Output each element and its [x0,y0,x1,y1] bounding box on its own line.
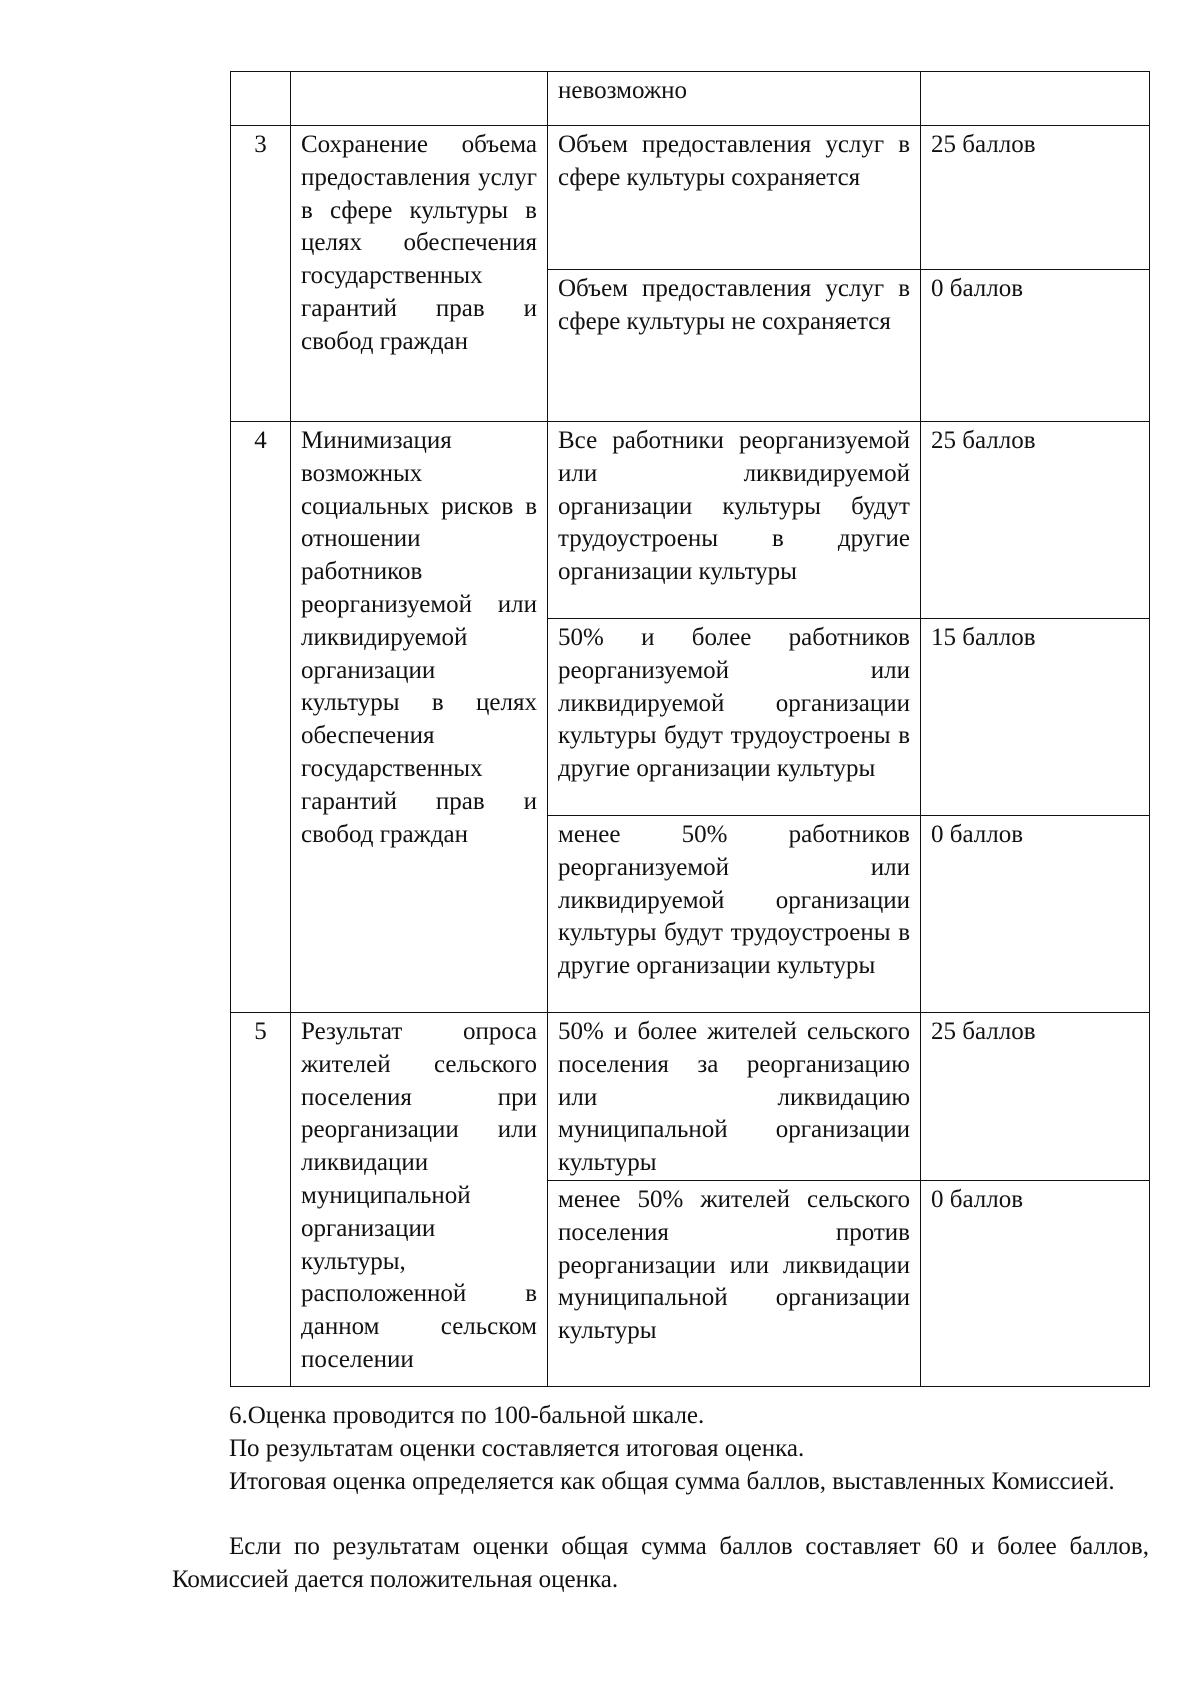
table-row [231,422,1150,619]
paragraph-scale: 6.Оценка проводится по 100-бальной шкале. [229,1402,705,1429]
table-row [231,72,1150,126]
paragraph-total: Итоговая оценка определяется как общая сумма баллов, выставленных Комиссией. [229,1468,1115,1495]
paragraph-result: По результатам оценки составляется итоговая оценка. [229,1435,805,1462]
criterion-name-cell [291,72,548,126]
condition-cell: менее 50% жителей сельского поселения против реорганизации или ликвидации муниципальной организации культуры [548,1180,921,1386]
criteria-table [230,71,1150,1387]
score-cell: 0 баллов [921,270,1150,422]
condition-cell: 50% и более работников реорганизуемой или ликвидируемой организации культуры будут трудоустроены в другие организации культуры [548,619,921,816]
table-row [231,1013,1150,1181]
score-cell: 25 баллов [921,422,1150,619]
table-row [231,126,1150,270]
score-cell: 25 баллов [921,126,1150,270]
condition-cell: невозможно [548,72,921,126]
score-cell: 15 баллов [921,619,1150,816]
condition-cell: Все работники реорганизуемой или ликвидируемой организации культуры будут трудоустроены в другие организации культуры [548,422,921,619]
condition-cell: менее 50% работников реорганизуемой или ликвидируемой организации культуры будут трудоустроены в другие организации культуры [548,816,921,1013]
criterion-name: Минимизация возможных социальных рисков в отношении работников реорганизуемой или ликвидируемой организации культуры в целях обеспечения государственных гарантий прав и свобод граждан [291,422,548,1013]
criterion-number: 3 [231,126,291,422]
criterion-name: Сохранение объема предоставления услуг в сфере культуры в целях обеспечения государственных гарантий прав и свобод граждан [291,126,548,422]
score-cell [921,72,1150,126]
paragraph-positive: Если по результатам оценки общая сумма баллов составляет 60 и более баллов, Комиссией дается положительная оценка. [172,1533,1149,1593]
criterion-number: 4 [231,422,291,1013]
criterion-number: 5 [231,1013,291,1387]
condition-cell: 50% и более жителей сельского поселения за реорганизацию или ликвидацию муниципальной организации культуры [548,1013,921,1181]
score-cell: 0 баллов [921,816,1150,1013]
condition-cell: Объем предоставления услуг в сфере культуры не сохраняется [548,270,921,422]
criterion-number-cell [231,72,291,126]
criterion-name: Результат опроса жителей сельского поселения при реорганизации или ликвидации муниципальной организации культуры, расположенной в данном сельском поселении [291,1013,548,1387]
score-cell: 25 баллов [921,1013,1150,1181]
condition-cell: Объем предоставления услуг в сфере культуры сохраняется [548,126,921,270]
score-cell: 0 баллов [921,1180,1150,1386]
